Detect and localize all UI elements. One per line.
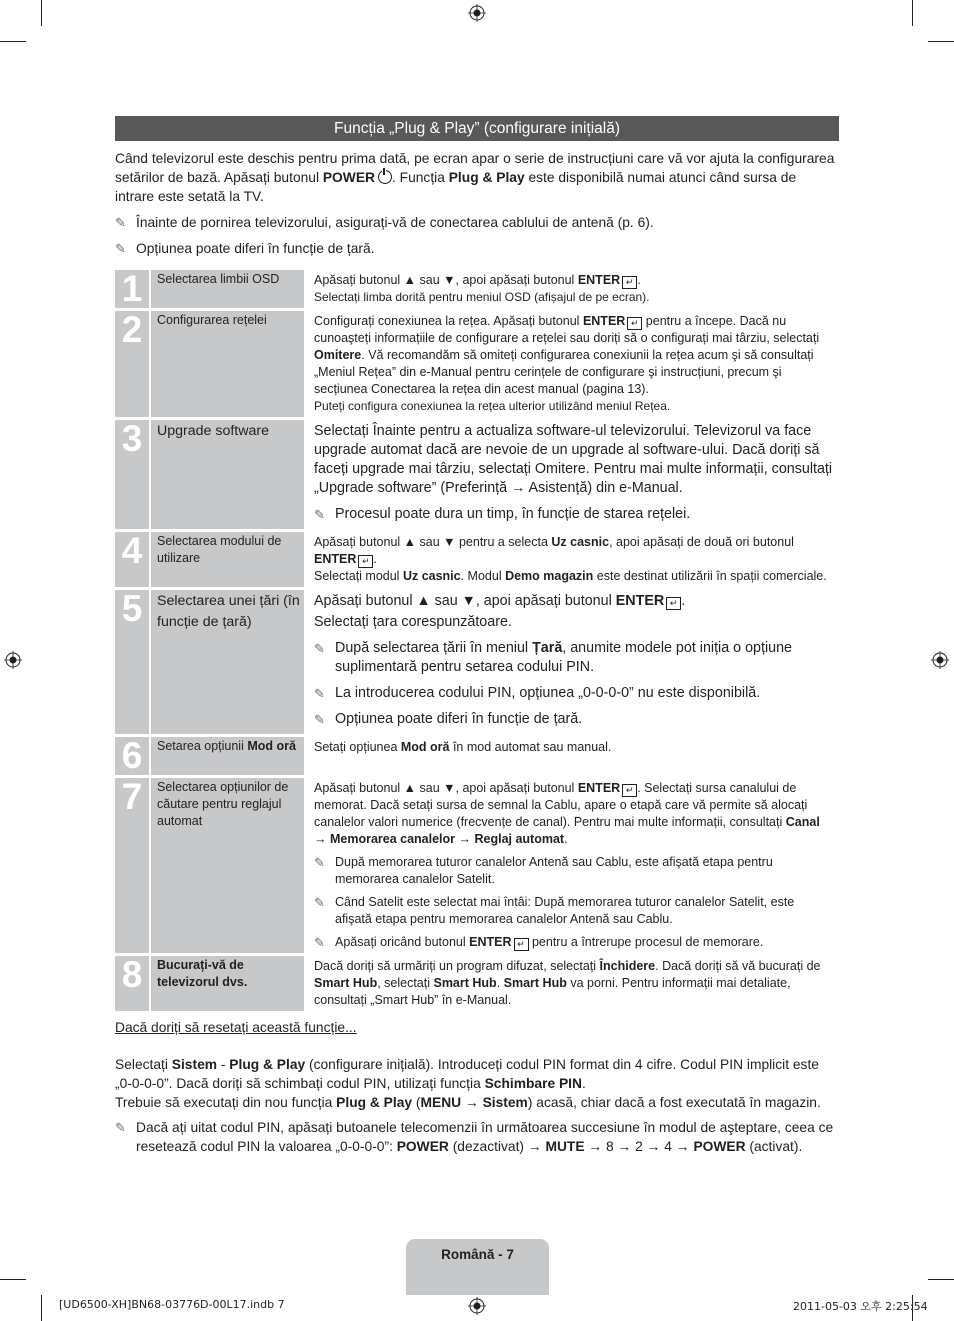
step-number: 4 — [115, 532, 149, 587]
step-description: Apăsați butonul ▲ sau ▼ pentru a selecta Uz casnic, apoi apăsați de două ori butonul ENTER ↵ . Selectați modul Uz casnic. Modul Demo magazin este destinat utilizării în spații comerciale. — [304, 532, 839, 587]
step-description: Apăsați butonul ▲ sau ▼, apoi apăsați butonul ENTER ↵ . Selectați sursa canalului de memorat. Dacă setați sursa de semnal la Cablu, apare o etapă care vă permite să alocați canalelor valori numerice (frecvențe de canal). Pentru mai multe informații, consultați Canal → Memorarea canalelor → Reglaj automat. ✎ După memorarea tuturor canalelor Antenă sau Cablu, este afişată etapa pentru memorarea canalelor Satelit. ✎ Când Satelit este selectat mai întâi: După memorarea tuturor canalelor Satelit, este afişată etapa pentru memorarea canalelor Antenă sau Cablu. ✎ Apăsați oricând butonul ENTER ↵ pentru a întrerupe procesul de memorare. — [304, 778, 839, 953]
crop-mark — [0, 41, 26, 42]
reset-heading: Dacă doriți să resetați această funcție... — [115, 1020, 357, 1035]
note-pen-icon: ✎ — [314, 895, 325, 910]
crop-mark — [928, 1279, 954, 1280]
registration-mark-icon — [468, 4, 486, 22]
step-name: Configurarea rețelei — [149, 311, 304, 417]
step-row — [115, 737, 839, 775]
step-name: Bucurați-vă de televizorul dvs. — [149, 956, 304, 1011]
step-row — [115, 590, 839, 734]
reset-section — [115, 1018, 839, 1156]
step-row — [115, 532, 839, 587]
step-description: Configurați conexiunea la rețea. Apăsați butonul ENTER ↵ pentru a începe. Dacă nu cunoaşteți informațiile de configurare a rețelei sau doriți să o configurați mai târziu, selectați Omitere. Vă recomandăm să omiteți configurarea conexiunii la rețea acum şi să consultați „Meniul Rețea” din e-Manual pentru cerințele de configurare şi instrucțiuni, precum şi secțiunea Conectarea la rețea din acest manual (pagina 13). Puteți configura conexiunea la rețea ulterior utilizând meniul Rețea. — [304, 311, 839, 417]
setup-steps-table — [115, 267, 839, 1014]
crop-mark — [41, 0, 42, 26]
enter-icon: ↵ — [514, 938, 529, 951]
note: ✎ Înainte de pornirea televizorului, asigurați-vă de conectarea cablului de antenă (p. 6). — [115, 215, 654, 230]
power-icon — [378, 170, 392, 184]
crop-mark — [912, 0, 913, 26]
print-slug-filename: [UD6500-XH]BN68-03776D-00L17.indb 7 — [59, 1298, 285, 1311]
enter-icon: ↵ — [622, 276, 637, 289]
enter-icon: ↵ — [358, 555, 373, 568]
step-number: 2 — [115, 311, 149, 417]
page-number-tab: Română - 7 — [406, 1239, 549, 1295]
step-row — [115, 778, 839, 953]
enter-icon: ↵ — [622, 784, 637, 797]
intro-section — [115, 149, 839, 258]
print-slug-timestamp: 2011-05-03 오후 2:25:54 — [793, 1300, 928, 1313]
crop-mark — [0, 1279, 26, 1280]
step-description: Setați opțiunea Mod oră în mod automat sau manual. — [304, 737, 839, 775]
reset-paragraph: Selectați Sistem - Plug & Play (configurare inițială). Introduceți codul PIN format din 4 cifre. Codul PIN implicit este „0-0-0-0”. Dacă doriți să schimbați codul PIN, utilizați funcția Schimbare PIN. — [115, 1057, 819, 1091]
step-name: Setarea opțiunii Mod oră — [149, 737, 304, 775]
enter-icon: ↵ — [666, 597, 681, 610]
step-row — [115, 420, 839, 529]
registration-mark-icon — [931, 651, 949, 669]
registration-mark-icon — [4, 651, 22, 669]
step-description: Apăsați butonul ▲ sau ▼, apoi apăsați butonul ENTER ↵ . Selectați țara corespunzătoare. ✎ După selectarea țării în meniul Țară, anumite modele pot iniția o opțiune suplimentară pentru setarea codului PIN. ✎ La introducerea codului PIN, opțiunea „0-0-0-0” nu este disponibilă. ✎ Opțiunea poate diferi în funcție de țară. — [304, 590, 839, 734]
note-pen-icon: ✎ — [314, 712, 325, 727]
step-row — [115, 311, 839, 417]
step-number: 6 — [115, 737, 149, 775]
step-number: 7 — [115, 778, 149, 953]
step-row — [115, 956, 839, 1011]
step-number: 5 — [115, 590, 149, 734]
step-description: Dacă doriți să urmăriți un program difuzat, selectați Închidere. Dacă doriți să vă bucurați de Smart Hub, selectați Smart Hub. Smart Hub va porni. Pentru informații mai detaliate, consultați „Smart Hub” în e-Manual. — [304, 956, 839, 1011]
note-pen-icon: ✎ — [115, 215, 126, 230]
note-pen-icon: ✎ — [314, 507, 325, 522]
note: ✎ Dacă ați uitat codul PIN, apăsați butoanele telecomenzii în următoarea succesiune în modul de aşteptare, ceea ce resetează codul PIN la valoarea „0-0-0-0”: POWER (dezactivat) → MUTE → 8 → 2 → 4 → POWER (activat). — [115, 1120, 834, 1154]
step-name: Selectarea modului de utilizare — [149, 532, 304, 587]
reset-paragraph: Trebuie să executați din nou funcția Plug & Play (MENU → Sistem) acasă, chiar dacă a fost executată în magazin. — [115, 1095, 821, 1110]
note: ✎ Opțiunea poate diferi în funcție de țară. — [115, 241, 375, 256]
step-number: 8 — [115, 956, 149, 1011]
step-name: Selectarea limbii OSD — [149, 270, 304, 308]
note-pen-icon: ✎ — [115, 241, 126, 256]
note-pen-icon: ✎ — [314, 935, 325, 950]
enter-icon: ↵ — [627, 317, 642, 330]
note-pen-icon: ✎ — [314, 686, 325, 701]
section-title: Funcția „Plug & Play” (configurare inițială) — [115, 116, 839, 141]
step-name: Upgrade software — [149, 420, 304, 529]
step-description: Selectați Înainte pentru a actualiza software-ul televizorului. Televizorul va face upgrade automat dacă are nevoie de un upgrade al software-ului. Dacă doriți să faceți upgrade mai târziu, selectați Omitere. Pentru mai multe informații, consultați „Upgrade software” (Preferință → Asistență) din e-Manual. ✎ Procesul poate dura un timp, în funcție de starea rețelei. — [304, 420, 839, 529]
step-row — [115, 270, 839, 308]
note-pen-icon: ✎ — [115, 1120, 126, 1135]
crop-mark — [41, 1295, 42, 1321]
note-pen-icon: ✎ — [314, 855, 325, 870]
step-number: 1 — [115, 270, 149, 308]
step-description: Apăsați butonul ▲ sau ▼, apoi apăsați butonul ENTER ↵ . Selectați limba dorită pentru meniul OSD (afișajul de pe ecran). — [304, 270, 839, 308]
note-pen-icon: ✎ — [314, 641, 325, 656]
registration-mark-icon — [468, 1297, 486, 1315]
step-name: Selectarea opțiunilor de căutare pentru reglajul automat — [149, 778, 304, 953]
step-number: 3 — [115, 420, 149, 529]
intro-paragraph: Când televizorul este deschis pentru prima dată, pe ecran apar o serie de instrucțiuni care vă vor ajuta la configurarea setărilor de bază. Apăsați butonul POWER . Funcția Plug & Play este disponibilă numai atunci când sursa de intrare este setată la TV. — [115, 151, 835, 204]
step-name: Selectarea unei țări (în funcție de țară) — [149, 590, 304, 734]
crop-mark — [928, 41, 954, 42]
